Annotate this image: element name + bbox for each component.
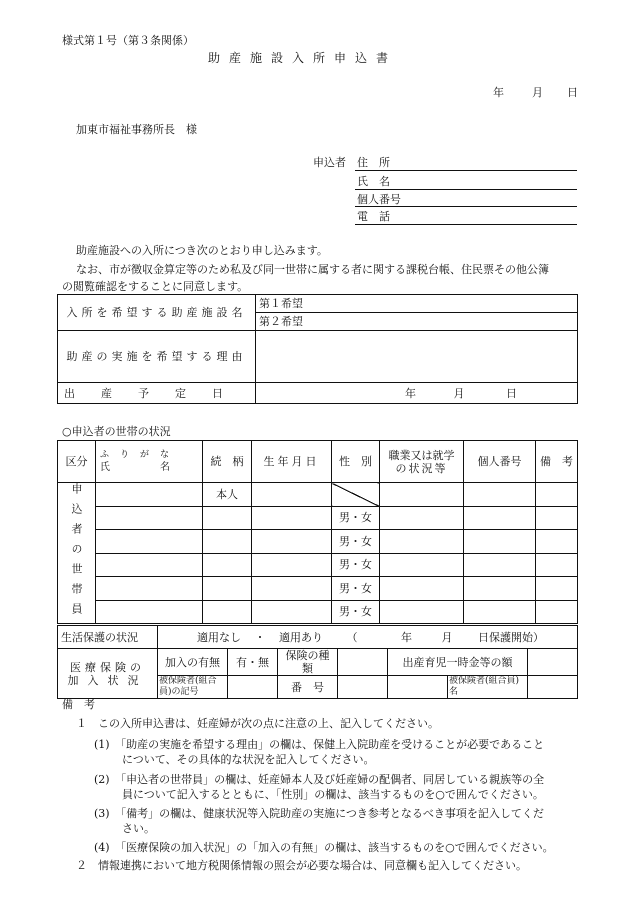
- member-birth-cell[interactable]: [252, 506, 332, 530]
- lump-sum-cell[interactable]: [528, 649, 578, 676]
- note-1-4: (4) 「医療保険の加入状況」の「加入の有無」の欄は、該当するものを○で囲んでください。: [94, 841, 554, 854]
- member-name-cell[interactable]: [96, 577, 203, 601]
- member-name-cell[interactable]: [96, 600, 203, 624]
- member-relation-cell[interactable]: [203, 577, 252, 601]
- household-row-label-text: 申込者の世帯員: [70, 483, 83, 623]
- col-name-header: [96, 441, 203, 483]
- insurance-label-line1: 医療保険の: [70, 660, 145, 674]
- applicant-label: 申込者: [313, 156, 346, 169]
- sex-option: 男・女: [339, 581, 372, 595]
- id-number-label: 個人番号: [357, 193, 401, 206]
- table-row: [58, 530, 578, 554]
- sex-option: 男・女: [339, 534, 372, 548]
- member-occupation-cell[interactable]: [380, 530, 464, 554]
- id-number-line[interactable]: [355, 206, 577, 207]
- phone-label: 電 話: [357, 210, 390, 223]
- member-relation-cell[interactable]: [203, 483, 252, 507]
- member-id-cell[interactable]: [464, 530, 536, 554]
- member-sex-cell[interactable]: [332, 553, 380, 577]
- form-number: 様式第１号（第３条関係）: [62, 34, 194, 47]
- name-label: 氏 名: [357, 175, 390, 188]
- member-id-cell[interactable]: [464, 553, 536, 577]
- member-occupation-cell[interactable]: [380, 577, 464, 601]
- page-title: 助産施設入所申込書: [208, 51, 398, 65]
- member-sex-cell[interactable]: [332, 600, 380, 624]
- insured-name-label: 被保険者(組合員)名: [448, 676, 528, 699]
- note-1: １ この入所申込書は、妊産婦が次の点に注意の上、記入してください。: [76, 717, 439, 730]
- member-id-cell[interactable]: [464, 483, 536, 507]
- member-birth-cell[interactable]: [252, 483, 332, 507]
- second-choice-label: 第２希望: [259, 315, 303, 328]
- member-id-cell[interactable]: [464, 506, 536, 530]
- notes-heading: 備 考: [62, 698, 95, 711]
- member-relation-cell[interactable]: [203, 530, 252, 554]
- member-remarks-cell[interactable]: [536, 553, 578, 577]
- sex-option: 男・女: [339, 605, 372, 619]
- note-1-3b: さい。: [122, 822, 155, 835]
- member-sex-cell[interactable]: [332, 506, 380, 530]
- table-row: [58, 600, 578, 624]
- member-occupation-cell[interactable]: [380, 553, 464, 577]
- symbol-cell[interactable]: [228, 676, 278, 699]
- welfare-applicable[interactable]: 適用あり: [279, 630, 323, 644]
- member-id-cell[interactable]: [464, 600, 536, 624]
- first-choice-cell[interactable]: [256, 295, 578, 313]
- member-remarks-cell[interactable]: [536, 483, 578, 507]
- member-name-cell[interactable]: [96, 506, 203, 530]
- member-occupation-cell[interactable]: [380, 600, 464, 624]
- member-sex-cell[interactable]: [332, 530, 380, 554]
- col-id: 個人番号: [464, 441, 536, 483]
- col-occupation-line1: 職業又は就学: [388, 448, 455, 462]
- welfare-separator: ・: [254, 630, 266, 644]
- facility-table: [57, 294, 578, 404]
- col-occupation: [380, 441, 464, 483]
- self-label: 本人: [216, 487, 238, 501]
- enrolled-label: 加入の有無: [158, 649, 228, 676]
- table-row: [58, 483, 578, 507]
- number-label: 番 号: [278, 676, 338, 699]
- lump-sum-label: 出産育児一時金等の額: [388, 649, 528, 676]
- due-month-label: 月: [453, 386, 465, 400]
- col-relation: 続 柄: [203, 441, 252, 483]
- household-section-title: ○申込者の世帯の状況: [62, 425, 171, 438]
- address-label: 住 所: [357, 156, 390, 169]
- note-1-2b: 員について記入するとともに、「性別」の欄は、該当するものを○で囲んでください。: [122, 788, 544, 801]
- welfare-insurance-table: [57, 625, 578, 699]
- date-month-label: 月: [532, 86, 543, 99]
- member-remarks-cell[interactable]: [536, 530, 578, 554]
- insurance-label: [58, 649, 158, 699]
- member-relation-cell[interactable]: [203, 506, 252, 530]
- symbol-label: 被保険者(組合員)の記号: [158, 676, 228, 699]
- reason-cell[interactable]: [256, 331, 578, 383]
- due-year-label: 年: [405, 386, 416, 400]
- household-row-label: [58, 483, 96, 624]
- first-choice-label: 第１希望: [259, 297, 303, 310]
- address-line[interactable]: [355, 170, 577, 171]
- member-relation-cell[interactable]: [203, 553, 252, 577]
- reason-label: 助産の実施を希望する理由: [58, 331, 256, 383]
- sex-option: 男・女: [339, 558, 372, 572]
- member-occupation-cell[interactable]: [380, 506, 464, 530]
- member-id-cell[interactable]: [464, 577, 536, 601]
- member-occupation-cell[interactable]: [380, 483, 464, 507]
- col-kubun: 区分: [58, 441, 96, 483]
- note-1-1a: (1) 「助産の実施を希望する理由」の欄は、保健上入院助産を受けることが必要であること: [94, 738, 545, 751]
- welfare-month-label: 月: [441, 630, 453, 644]
- member-birth-cell[interactable]: [252, 577, 332, 601]
- member-sex-cell[interactable]: [332, 577, 380, 601]
- col-birth: 生年月日: [252, 441, 332, 483]
- sex-option: 男・女: [339, 511, 372, 525]
- insured-name-cell[interactable]: [528, 676, 578, 699]
- col-name: 氏 名: [100, 461, 170, 473]
- member-remarks-cell[interactable]: [536, 600, 578, 624]
- col-sex: 性 別: [332, 441, 380, 483]
- member-name-cell[interactable]: [96, 553, 203, 577]
- member-relation-cell[interactable]: [203, 600, 252, 624]
- note-1-3a: (3) 「備考」の欄は、健康状況等入院助産の実施につき参考となるべき事項を記入してくだ: [94, 807, 544, 820]
- table-row: [58, 553, 578, 577]
- number-cell-2[interactable]: [388, 676, 448, 699]
- due-date-label: 出産予定日: [58, 383, 256, 404]
- household-table: [57, 440, 578, 624]
- welfare-label: 生活保護の状況: [58, 626, 158, 649]
- facility-name-label: 入所を希望する助産施設名: [58, 295, 256, 331]
- member-name-cell[interactable]: [96, 530, 203, 554]
- due-day-label: 日: [506, 386, 517, 400]
- col-occupation-line2: の状況等: [395, 461, 448, 475]
- name-line[interactable]: [355, 189, 577, 190]
- member-birth-cell[interactable]: [252, 553, 332, 577]
- insurance-label-line2: 加入状況: [67, 673, 148, 687]
- enrolled-value[interactable]: 有・無: [228, 649, 278, 676]
- col-furigana: ふ り が な: [100, 449, 171, 460]
- welfare-year-label: 年: [401, 630, 412, 644]
- intro-line-2: なお、市が徴収金算定等のため私及び同一世帯に属する者に関する課税台帳、住民票その他公簿: [76, 263, 549, 276]
- member-sex-cell-na: [332, 483, 380, 507]
- note-1-2a: (2) 「申込者の世帯員」の欄は、妊産婦本人及び妊産婦の配偶者、同居している親族等の全: [94, 773, 545, 786]
- welfare-open-paren: （: [346, 630, 358, 644]
- intro-line-3: の閲覧確認をすることに同意します。: [62, 280, 249, 293]
- insurance-type-label: 保険の種類: [278, 649, 338, 676]
- second-choice-cell[interactable]: [256, 313, 578, 331]
- date-day-label: 日: [567, 86, 578, 99]
- intro-line-1: 助産施設への入所につき次のとおり申し込みます。: [76, 244, 328, 257]
- due-date-cell[interactable]: [256, 383, 578, 404]
- date-year-label: 年: [493, 86, 504, 99]
- phone-line[interactable]: [355, 224, 577, 225]
- note-2: ２ 情報連携において地方税関係情報の照会が必要な場合は、同意欄も記入してください。: [76, 859, 527, 872]
- member-birth-cell[interactable]: [252, 600, 332, 624]
- addressee: 加東市福祉事務所長 様: [76, 123, 197, 136]
- welfare-not-applicable[interactable]: 適用なし: [197, 630, 241, 644]
- table-row: [58, 577, 578, 601]
- member-remarks-cell[interactable]: [536, 577, 578, 601]
- table-row: [58, 506, 578, 530]
- member-birth-cell[interactable]: [252, 530, 332, 554]
- member-name-cell[interactable]: [96, 483, 203, 507]
- insurance-type-cell[interactable]: [338, 649, 388, 676]
- col-remarks: 備 考: [536, 441, 578, 483]
- number-cell[interactable]: [338, 676, 388, 699]
- welfare-cell[interactable]: [158, 626, 578, 649]
- welfare-start-label: 日保護開始）: [478, 630, 544, 644]
- member-remarks-cell[interactable]: [536, 506, 578, 530]
- note-1-1b: について、その具体的な状況を記入してください。: [122, 753, 375, 766]
